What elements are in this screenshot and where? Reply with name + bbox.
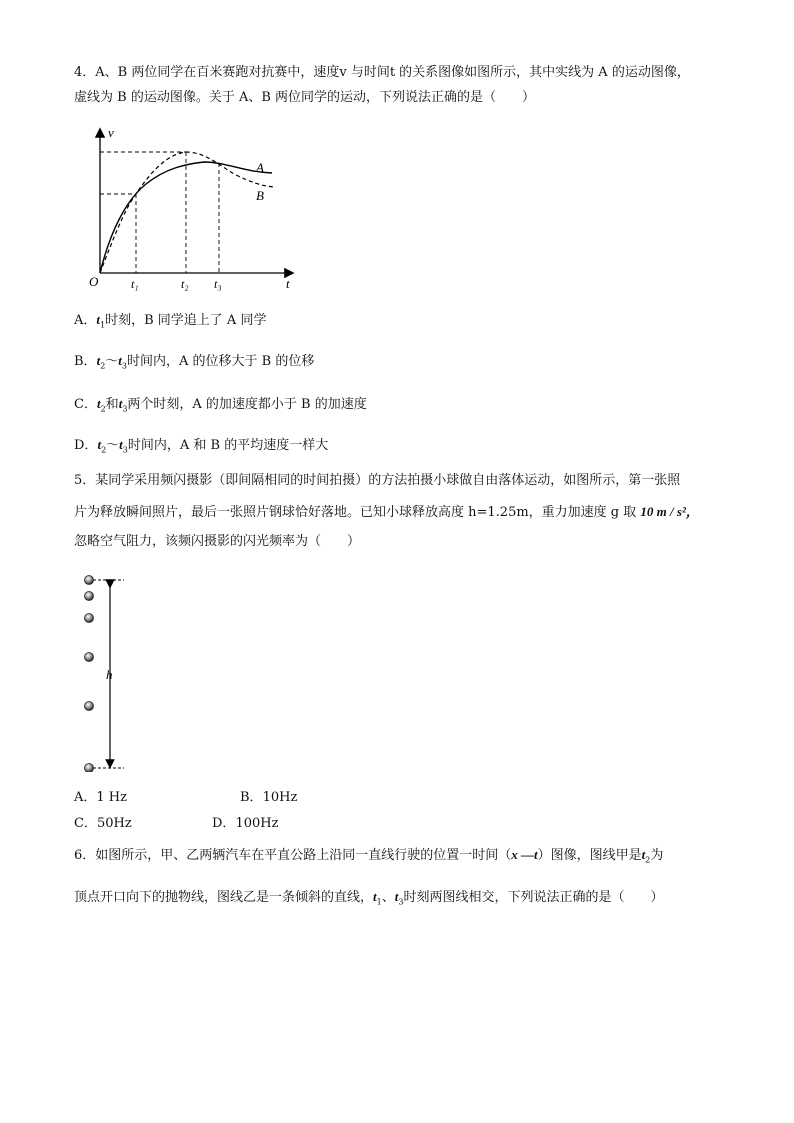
- ball-2: [85, 592, 94, 601]
- q5-option-d[interactable]: D．100Hz: [212, 816, 279, 831]
- q5-option-c[interactable]: C．50Hz: [74, 816, 132, 831]
- ball-6: [85, 764, 94, 773]
- origin-label: O: [89, 274, 99, 289]
- q4-stem-line-1: 4．A、B 两位同学在百米赛跑对抗赛中，速度v 与时间t 的关系图像如图所示，其中实线为 A 的运动图像，: [74, 65, 690, 80]
- q4-option-b[interactable]: B．$t_2\sim t_3$时间内，A 的位移大于 B 的位移: [74, 353, 315, 371]
- curve-a-label: A: [256, 160, 264, 175]
- curve-b-label: B: [256, 188, 264, 203]
- q4-stem-line-2: 虚线为 B 的运动图像。关于 A、B 两位同学的运动，下列说法正确的是（ ）: [74, 90, 536, 105]
- q4-velocity-time-graph: [86, 122, 326, 292]
- q5-option-a[interactable]: A．1 Hz: [74, 790, 127, 805]
- q5-strobe-figure: [78, 572, 158, 772]
- tick-t3: t₃: [214, 277, 222, 291]
- ball-5: [85, 702, 94, 711]
- q4-option-d[interactable]: D．$t_2\sim t_3$时间内，A 和 B 的平均速度一样大: [74, 437, 329, 455]
- q6-stem-line-2: 顶点开口向下的抛物线，图线乙是一条倾斜的直线，$t_1$、$t_3$时刻两图线相交，下列说法正确的是（ ）: [74, 889, 664, 907]
- v-axis-label: v: [108, 125, 114, 140]
- q4-option-c[interactable]: C．$t_2$和$t_3$两个时刻，A 的加速度都小于 B 的加速度: [74, 396, 367, 414]
- q5-stem-line-2: 片为释放瞬间照片，最后一张照片钢球恰好落地。已知小球释放高度 h=1.25m，重力加速度 g 取 10 m / s²，: [74, 504, 699, 520]
- q5-stem-line-1: 5．某同学采用频闪摄影（即间隔相同的时间拍摄）的方法拍摄小球做自由落体运动，如图所示，第一张照: [74, 473, 681, 488]
- t-axis-label: t: [286, 276, 290, 291]
- height-label: h: [106, 667, 113, 682]
- ball-1: [85, 576, 94, 585]
- tick-t1: t₁: [131, 277, 139, 291]
- tick-t2: t₂: [181, 277, 189, 291]
- q5-stem-line-3: 忽略空气阻力，该频闪摄影的闪光频率为（ ）: [74, 534, 361, 549]
- q4-option-a[interactable]: A．$t_1$时刻，B 同学追上了 A 同学: [74, 312, 267, 330]
- ball-3: [85, 614, 94, 623]
- ball-4: [85, 653, 94, 662]
- q6-stem-line-1: 6．如图所示，甲、乙两辆汽车在平直公路上沿同一直线行驶的位置一时间（x —t）图像，图线甲是$t_2$为: [74, 847, 664, 865]
- q5-option-b[interactable]: B．10Hz: [240, 790, 298, 805]
